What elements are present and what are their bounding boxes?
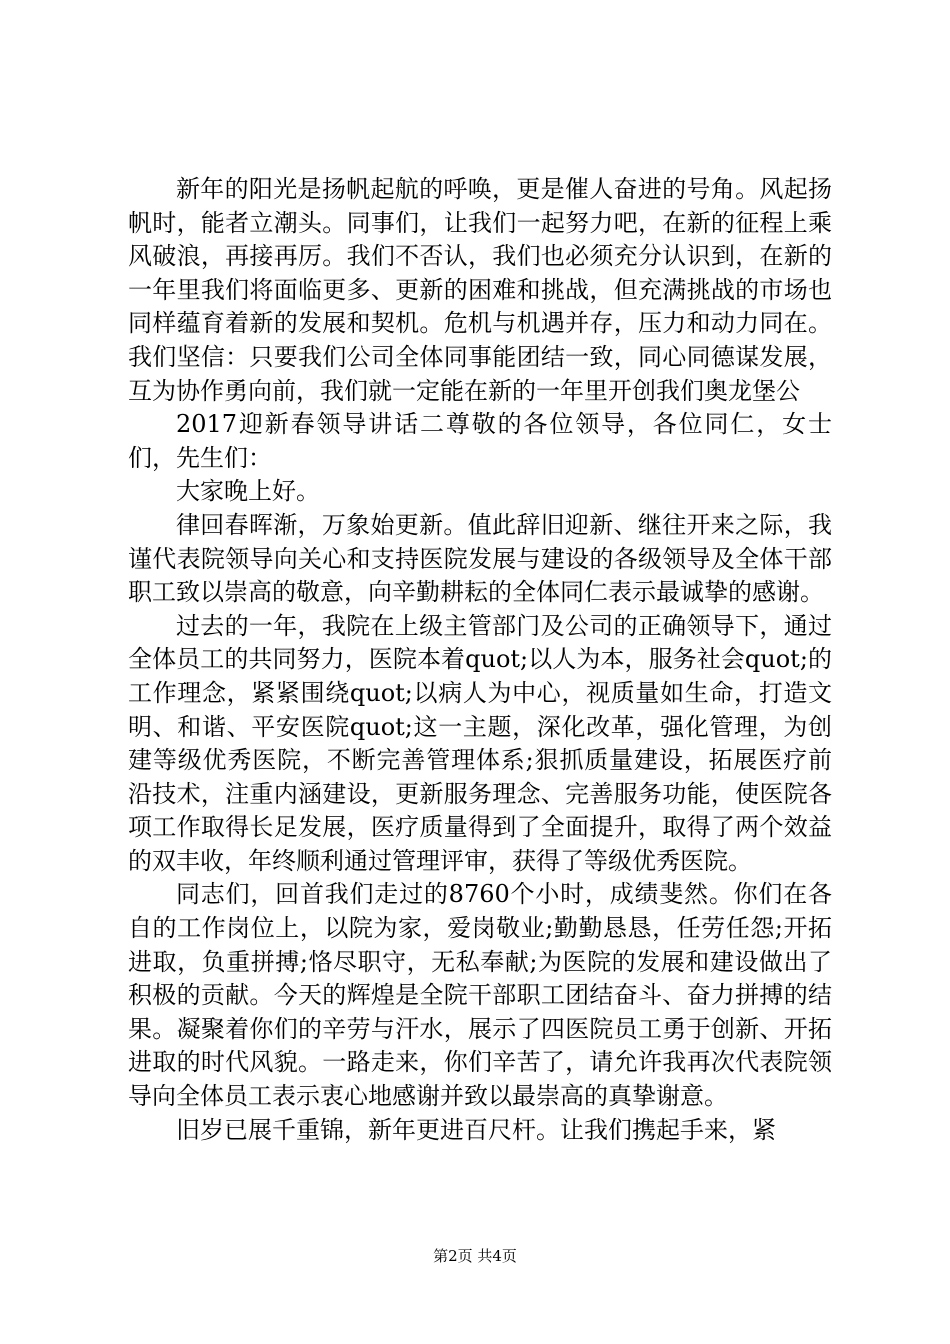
paragraph-3: 大家晚上好。 — [176, 477, 320, 506]
paragraph-4: 律回春晖渐，万象始更新。值此辞旧迎新、继往开来之际，我谨代表院领导向关心和支持医院发展与建设的各级领导及全体干部职工致以崇高的敬意，向辛勤耕耘的全体同仁表示最诚挚的感谢。 — [128, 510, 832, 607]
paragraph-6: 同志们，回首我们走过的8760个小时，成绩斐然。你们在各自的工作岗位上，以院为家，爱岗敬业;勤勤恳恳，任劳任怨;开拓进取，负重拼搏;恪尽职守，无私奉献;为医院的发展和建设做出了积极的贡献。今天的辉煌是全院干部职工团结奋斗、奋力拼搏的结果。凝聚着你们的辛劳与汗水，展示了四医院员工勇于创新、开拓进取的时代风貌。一路走来，你们辛苦了，请允许我再次代表院领导向全体员工表示衷心地感谢并致以最崇高的真挚谢意。 — [128, 880, 832, 1111]
paragraph-5: 过去的一年，我院在上级主管部门及公司的正确领导下，通过全体员工的共同努力，医院本着quot;以人为本，服务社会quot;的工作理念，紧紧围绕quot;以病人为中心，视质量如生命，打造文明、和谐、平安医院quot;这一主题，深化改革，强化管理，为创建等级优秀医院，不断完善管理体系;狠抓质量建设，拓展医疗前沿技术，注重内涵建设，更新服务理念、完善服务功能，使医院各项工作取得长足发展，医疗质量得到了全面提升，取得了两个效益的双丰收，年终顺利通过管理评审，获得了等级优秀医院。 — [128, 611, 832, 875]
document-body — [128, 173, 832, 1147]
paragraph-2: 2017迎新春领导讲话二尊敬的各位领导，各位同仁，女士们，先生们： — [128, 410, 832, 472]
page-number-label: 第2页 共4页 — [433, 1247, 517, 1265]
page-footer — [0, 1246, 950, 1266]
paragraph-7: 旧岁已展千重锦，新年更进百尺杆。让我们携起手来，紧 — [176, 1115, 776, 1144]
paragraph-1: 新年的阳光是扬帆起航的呼唤，更是催人奋进的号角。风起扬帆时，能者立潮头。同事们，让我们一起努力吧，在新的征程上乘风破浪，再接再厉。我们不否认，我们也必须充分认识到，在新的一年里我们将面临更多、更新的困难和挑战，但充满挑战的市场也同样蕴育着新的发展和契机。危机与机遇并存，压力和动力同在。我们坚信：只要我们公司全体同事能团结一致，同心同德谋发展，互为协作勇向前，我们就一定能在新的一年里开创我们奥龙堡公 — [128, 175, 832, 405]
